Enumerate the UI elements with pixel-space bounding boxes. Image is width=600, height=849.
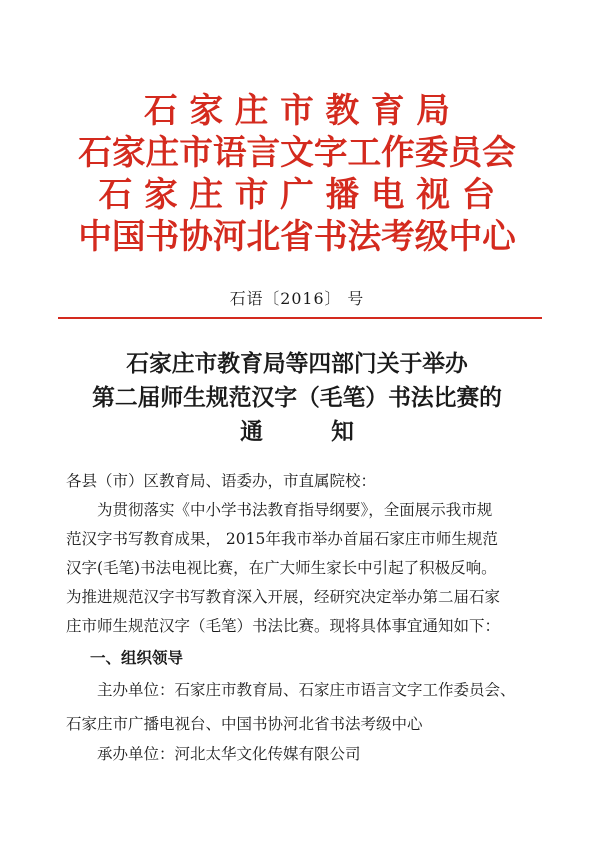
intro-line-5: 庄市师生规范汉字（毛笔）书法比赛。现将具体事宜通知如下： (66, 617, 501, 635)
intro-line-3: 汉字(毛笔)书法电视比赛，在广大师生家长中引起了积极反响。 (66, 559, 497, 577)
issuer-education-bureau: 石 家 庄 市 教 育 局 (144, 91, 450, 131)
organizer-line-1: 主办单位：石家庄市教育局、石家庄市语言文字工作委员会、 (97, 681, 516, 699)
salutation: 各县（市）区教育局、语委办，市直属院校： (66, 472, 377, 490)
intro-line-2: 范汉字书写教育成果， 2015年我市举办首届石家庄市师生规范 (66, 530, 498, 548)
organizer-line-2: 石家庄市广播电视台、中国书协河北省书法考级中心 (66, 715, 423, 733)
title-line-3: 通 知 (240, 418, 354, 445)
title-line-1: 石家庄市教育局等四部门关于举办 (126, 350, 468, 377)
intro-line-1: 为贯彻落实《中小学书法教育指导纲要》，全面展示我市规 (97, 501, 493, 519)
issuer-broadcast-station: 石 家 庄 市 广 播 电 视 台 (98, 175, 496, 215)
red-divider-line (58, 317, 542, 319)
issuer-calligraphy-center: 中国书协河北省书法考级中心 (78, 217, 516, 257)
issuer-language-committee: 石家庄市语言文字工作委员会 (78, 133, 516, 173)
intro-line-4: 为推进规范汉字书写教育深入开展，经研究决定举办第二届石家 (66, 588, 501, 606)
title-line-2: 第二届师生规范汉字（毛笔）书法比赛的 (92, 384, 502, 411)
co-organizer-line: 承办单位：河北太华文化传媒有限公司 (97, 745, 361, 763)
section-heading-organization: 一、组织领导 (90, 649, 184, 667)
document-number: 石语〔2016〕 号 (229, 289, 365, 308)
